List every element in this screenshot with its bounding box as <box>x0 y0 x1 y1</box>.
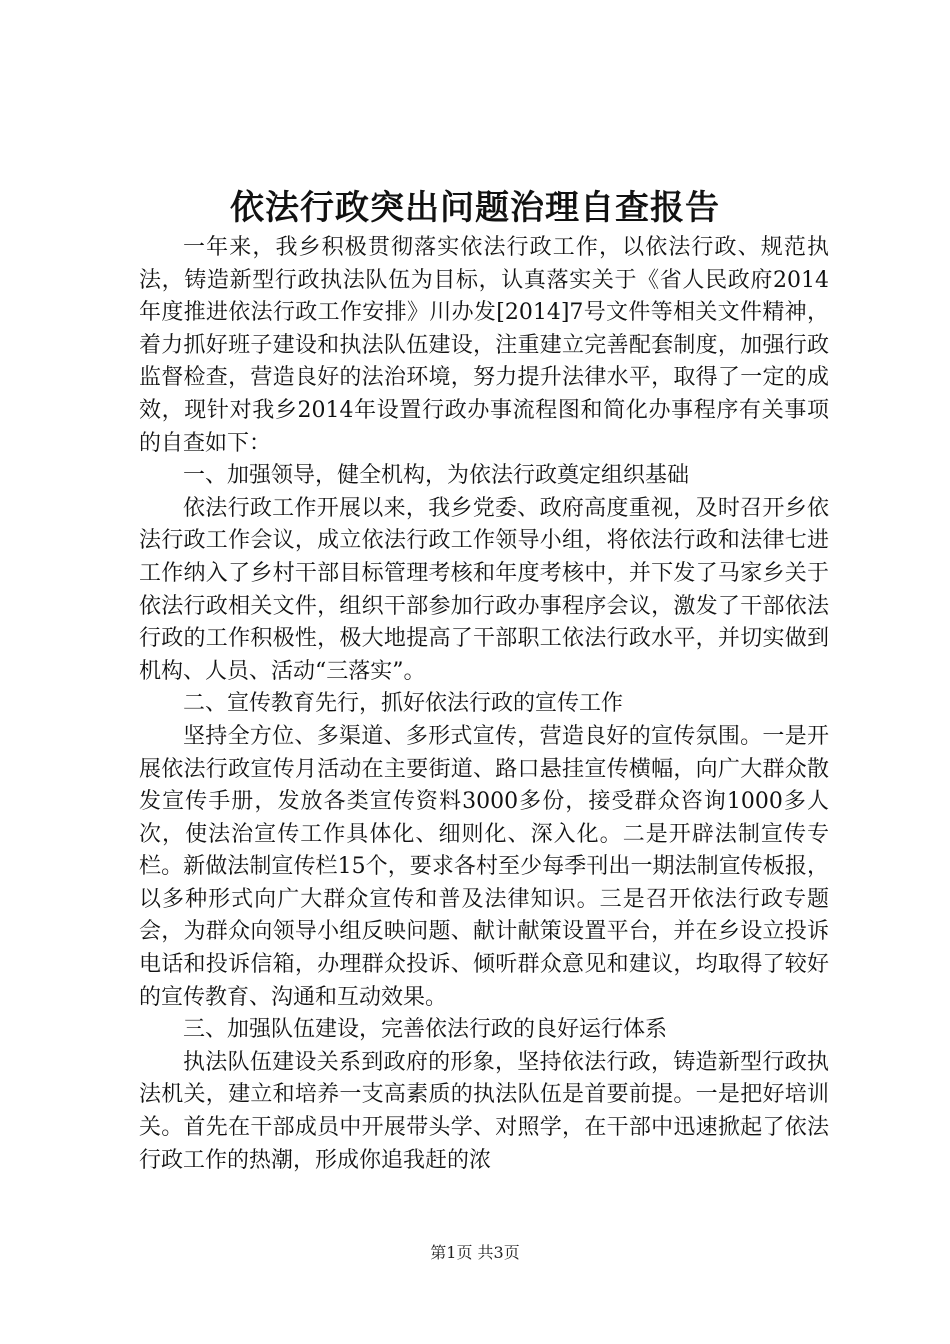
section-2-paragraph: 坚持全方位、多渠道、多形式宣传，营造良好的宣传氛围。一是开展依法行政宣传月活动在主要街道、路口悬挂宣传横幅，向广大群众散发宣传手册，发放各类宣传资料3000多份，接受群众咨询1000多人次，使法治宣传工作具体化、细则化、深入化。二是开辟法制宣传专栏。新做法制宣传栏15个，要求各村至少每季刊出一期法制宣传板报，以多种形式向广大群众宣传和普及法律知识。三是召开依法行政专题会，为群众向领导小组反映问题、献计献策设置平台，并在乡设立投诉电话和投诉信箱，办理群众投诉、倾听群众意见和建议，均取得了较好的宣传教育、沟通和互动效果。 <box>139 723 829 1010</box>
section-heading-1: 一、加强领导，健全机构，为依法行政奠定组织基础 <box>183 463 690 489</box>
page-number-footer: 第1页 共3页 <box>430 1243 520 1262</box>
section-heading-2: 二、宣传教育先行，抓好依法行政的宣传工作 <box>183 691 624 717</box>
section-heading-3: 三、加强队伍建设，完善依法行政的良好运行体系 <box>183 1017 668 1043</box>
section-1-paragraph: 依法行政工作开展以来，我乡党委、政府高度重视，及时召开乡依法行政工作会议，成立依法行政工作领导小组，将依法行政和法律七进工作纳入了乡村干部目标管理考核和年度考核中，并下发了马家乡关于依法行政相关文件，组织干部参加行政办事程序会议，激发了干部依法行政的工作积极性，极大地提高了干部职工依法行政水平，并切实做到机构、人员、活动“三落实”。 <box>139 495 829 684</box>
intro-paragraph: 一年来，我乡积极贯彻落实依法行政工作，以依法行政、规范执法，铸造新型行政执法队伍为目标，认真落实关于《省人民政府2014年度推进依法行政工作安排》川办发[2014]7号文件等相关文件精神，着力抓好班子建设和执法队伍建设，注重建立完善配套制度，加强行政监督检查，营造良好的法治环境，努力提升法律水平，取得了一定的成效，现针对我乡2014年设置行政办事流程图和简化办事程序有关事项的自查如下： <box>139 235 829 456</box>
document-title: 依法行政突出问题治理自查报告 <box>230 188 720 228</box>
document-body <box>139 232 829 1177</box>
section-3-paragraph: 执法队伍建设关系到政府的形象，坚持依法行政，铸造新型行政执法机关，建立和培养一支高素质的执法队伍是首要前提。一是把好培训关。首先在干部成员中开展带头学、对照学，在干部中迅速掀起了依法行政工作的热潮，形成你追我赶的浓 <box>139 1049 829 1173</box>
